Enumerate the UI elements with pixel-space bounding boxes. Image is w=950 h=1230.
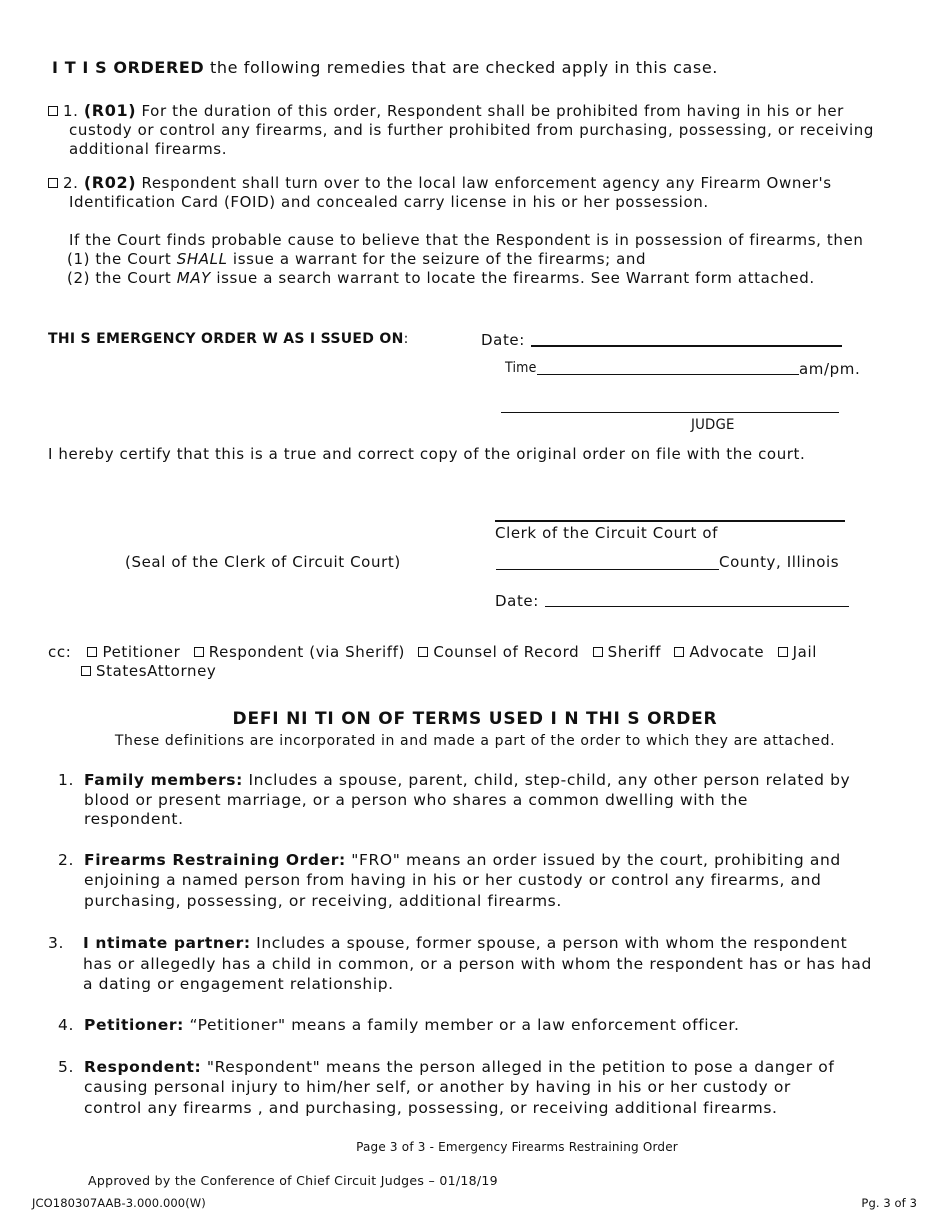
footer-form-id: JCO180307AAB-3.000.000(W) — [32, 1196, 206, 1210]
definition-2-line1 — [84, 850, 841, 870]
cc-petitioner-label: Petitioner — [102, 643, 181, 661]
definition-1-text-1: Includes a spouse, parent, child, step-child, any other person related by — [242, 771, 851, 789]
order-intro-bold: I T I S ORDERED — [52, 58, 205, 77]
cc-states-attorney-label: StatesAttorney — [96, 662, 217, 680]
definition-5-num: 5. — [58, 1058, 74, 1076]
definition-4-num: 4. — [58, 1016, 74, 1034]
definition-1-line1 — [84, 770, 850, 790]
remedy-1-checkbox[interactable] — [48, 106, 58, 116]
definitions-title: DEFI NI TI ON OF TERMS USED I N THI S ORDER — [232, 709, 718, 729]
footer-page-right: Pg. 3 of 3 — [861, 1196, 917, 1210]
probable-cause-line2 — [67, 250, 646, 268]
issued-time-line[interactable] — [537, 374, 799, 375]
remedy-2-line1 — [48, 173, 832, 192]
seal-label: (Seal of the Clerk of Circuit Court) — [125, 553, 401, 571]
cc-sheriff-label: Sheriff — [607, 643, 661, 661]
remedy-2-text-1: Respondent shall turn over to the local law enforcement agency any Firearm Owner's — [136, 174, 832, 192]
issued-label-colon: : — [403, 331, 409, 347]
clerk-date-label: Date: — [495, 592, 539, 610]
judge-signature-line[interactable] — [501, 412, 839, 413]
definition-1-num: 1. — [58, 771, 74, 789]
definition-2-term: Firearms Restraining Order: — [84, 851, 346, 869]
issued-time-label: Time — [505, 360, 537, 376]
remedy-1-text-2: custody or control any firearms, and is further prohibited from purchasing, possessing, or receiving — [69, 121, 874, 139]
definition-2-text-1: "FRO" means an order issued by the court, prohibiting and — [345, 851, 841, 869]
cc-advocate-checkbox[interactable] — [674, 647, 684, 657]
certify-text: I hereby certify that this is a true and correct copy of the original order on file with the court. — [48, 445, 806, 463]
remedy-1-text-1: For the duration of this order, Respondent shall be prohibited from having in his or her — [136, 102, 844, 120]
remedy-1-code: (R01) — [83, 101, 137, 120]
definition-4-line1 — [84, 1015, 740, 1035]
probable-cause-line3 — [67, 269, 815, 287]
issued-label-text: THI S EMERGENCY ORDER W AS I SSUED ON — [48, 331, 404, 347]
cc-jail-label: Jail — [792, 643, 817, 661]
county-label: County, Illinois — [719, 553, 840, 571]
remedy-2-code: (R02) — [83, 173, 137, 192]
issued-label — [48, 331, 409, 347]
cc-states-attorney-checkbox[interactable] — [81, 666, 91, 676]
definition-3-term: I ntimate partner: — [83, 934, 251, 952]
cc-respondent-label: Respondent (via Sheriff) — [208, 643, 405, 661]
remedy-1-num: 1. — [63, 102, 79, 120]
remedy-1-text-3: additional firearms. — [69, 140, 228, 158]
cc-respondent-checkbox[interactable] — [194, 647, 204, 657]
definition-2-num: 2. — [58, 851, 74, 869]
cc-petitioner[interactable] — [87, 643, 180, 661]
cc-label: cc: — [48, 643, 72, 661]
definition-2-text-3: purchasing, possessing, or receiving, additional firearms. — [84, 892, 562, 910]
cc-row — [48, 643, 825, 661]
cc-sheriff[interactable] — [593, 643, 661, 661]
definition-5-term: Respondent: — [84, 1058, 202, 1076]
cc-counsel-checkbox[interactable] — [418, 647, 428, 657]
definition-1-term: Family members: — [84, 771, 243, 789]
cc-sheriff-checkbox[interactable] — [593, 647, 603, 657]
definition-3-text-3: a dating or engagement relationship. — [83, 975, 394, 993]
definition-3-num: 3. — [48, 934, 64, 952]
probable-cause-line2-pre: (1) the Court — [67, 250, 177, 268]
order-intro-text: the following remedies that are checked apply in this case. — [204, 58, 718, 77]
clerk-label: Clerk of the Circuit Court of — [495, 524, 718, 542]
cc-jail-checkbox[interactable] — [778, 647, 788, 657]
remedy-2-text-2: Identification Card (FOID) and concealed carry license in his or her possession. — [69, 193, 709, 211]
definitions-subtitle: These definitions are incorporated in and made a part of the order to which they are attached. — [114, 733, 836, 749]
cc-advocate[interactable] — [674, 643, 764, 661]
definition-1-text-3: respondent. — [84, 810, 184, 828]
cc-jail[interactable] — [778, 643, 817, 661]
footer-approved: Approved by the Conference of Chief Circuit Judges – 01/18/19 — [88, 1173, 498, 1188]
remedy-1-line1 — [48, 101, 844, 120]
cc-states-attorney[interactable] — [81, 662, 216, 680]
cc-counsel[interactable] — [418, 643, 579, 661]
definition-1-text-2: blood or present marriage, or a person who shares a common dwelling with the — [84, 791, 749, 809]
judge-label: JUDGE — [691, 417, 735, 433]
cc-counsel-label: Counsel of Record — [433, 643, 580, 661]
clerk-signature-line[interactable] — [495, 520, 845, 522]
probable-cause-line2-post: issue a warrant for the seizure of the firearms; and — [227, 250, 647, 268]
probable-cause-shall: SHALL — [176, 250, 228, 268]
definition-5-text-1: "Respondent" means the person alleged in the petition to pose a danger of — [201, 1058, 835, 1076]
cc-petitioner-checkbox[interactable] — [87, 647, 97, 657]
probable-cause-line3-pre: (2) the Court — [67, 269, 177, 287]
definition-4-text-1: “Petitioner" means a family member or a law enforcement officer. — [183, 1016, 740, 1034]
definition-4-term: Petitioner: — [84, 1016, 184, 1034]
definition-5-text-2: causing personal injury to him/her self, or another by having in his or her custody or — [84, 1078, 791, 1096]
cc-advocate-label: Advocate — [689, 643, 765, 661]
remedy-2-num: 2. — [63, 174, 79, 192]
definition-3-text-2: has or allegedly has a child in common, or a person with whom the respondent has or has had — [83, 955, 872, 973]
clerk-date-line[interactable] — [545, 606, 849, 607]
probable-cause-line1: If the Court finds probable cause to believe that the Respondent is in possession of firearms, then — [69, 231, 864, 249]
definition-2-text-2: enjoining a named person from having in his or her custody or control any firearms, and — [84, 871, 822, 889]
footer-page-center: Page 3 of 3 - Emergency Firearms Restraining Order — [356, 1140, 678, 1154]
remedy-2-checkbox[interactable] — [48, 178, 58, 188]
issued-ampm: am/pm. — [799, 360, 861, 378]
issued-date-label: Date: — [481, 331, 525, 349]
county-line[interactable] — [496, 569, 719, 570]
cc-respondent[interactable] — [194, 643, 405, 661]
order-intro — [52, 58, 718, 77]
definition-5-text-3: control any firearms , and purchasing, possessing, or receiving additional firearms. — [84, 1099, 778, 1117]
definition-5-line1 — [84, 1057, 834, 1077]
issued-date-line[interactable] — [531, 345, 842, 347]
definition-3-line1 — [83, 933, 847, 953]
definition-3-text-1: Includes a spouse, former spouse, a person with whom the respondent — [250, 934, 848, 952]
probable-cause-line3-post: issue a search warrant to locate the firearms. See Warrant form attached. — [210, 269, 815, 287]
probable-cause-may: MAY — [176, 269, 211, 287]
